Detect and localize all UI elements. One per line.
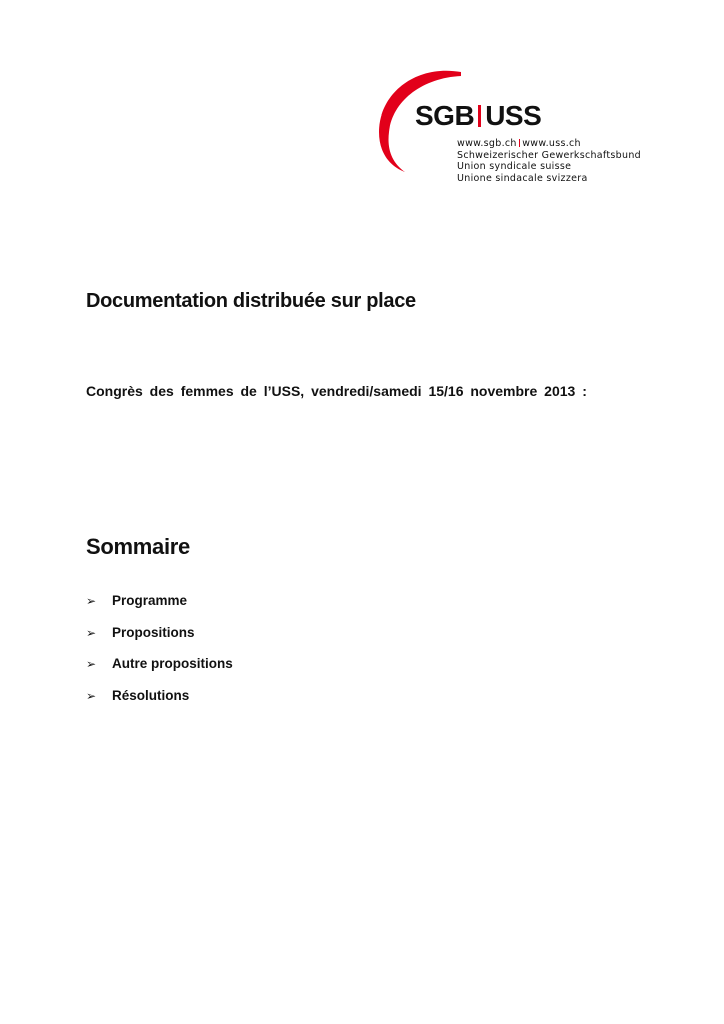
logo-url-separator	[519, 139, 521, 147]
summary-item-propositions	[86, 624, 233, 656]
logo-url-uss: www.uss.ch	[522, 138, 581, 149]
arrow-bullet-icon: ➢	[86, 688, 97, 703]
logo-url-sgb: www.sgb.ch	[457, 138, 517, 149]
summary-item-label: Programme	[112, 593, 188, 608]
logo-word-uss: USS	[485, 100, 542, 131]
logo-word-sgb: SGB	[415, 100, 475, 131]
summary-item-label: Résolutions	[112, 687, 190, 703]
summary-item-resolutions	[86, 687, 233, 719]
arrow-bullet-icon: ➢	[86, 625, 97, 640]
summary-item-autre-propositions	[86, 655, 233, 687]
summary-item-label: Autre propositions	[112, 656, 233, 671]
sgb-uss-logo	[375, 66, 655, 196]
logo-urls	[457, 138, 641, 150]
summary-list	[86, 592, 233, 718]
summary-item-label: Propositions	[112, 624, 195, 640]
document-subtitle: Congrès des femmes de l’USS, vendredi/samedi 15/16 novembre 2013 :	[86, 383, 587, 399]
logo-text-block	[457, 138, 641, 184]
arrow-bullet-icon: ➢	[86, 594, 97, 608]
logo-separator	[478, 105, 481, 127]
logo-wordmark	[415, 100, 541, 132]
logo-line-french: Union syndicale suisse	[457, 161, 572, 173]
summary-item-programme	[86, 592, 233, 624]
summary-title: Sommaire	[86, 534, 190, 559]
arrow-bullet-icon: ➢	[86, 657, 97, 671]
document-title: Documentation distribuée sur place	[86, 290, 416, 312]
logo-line-italian: Unione sindacale svizzera	[457, 172, 588, 184]
logo-line-german: Schweizerischer Gewerkschaftsbund	[457, 149, 641, 161]
